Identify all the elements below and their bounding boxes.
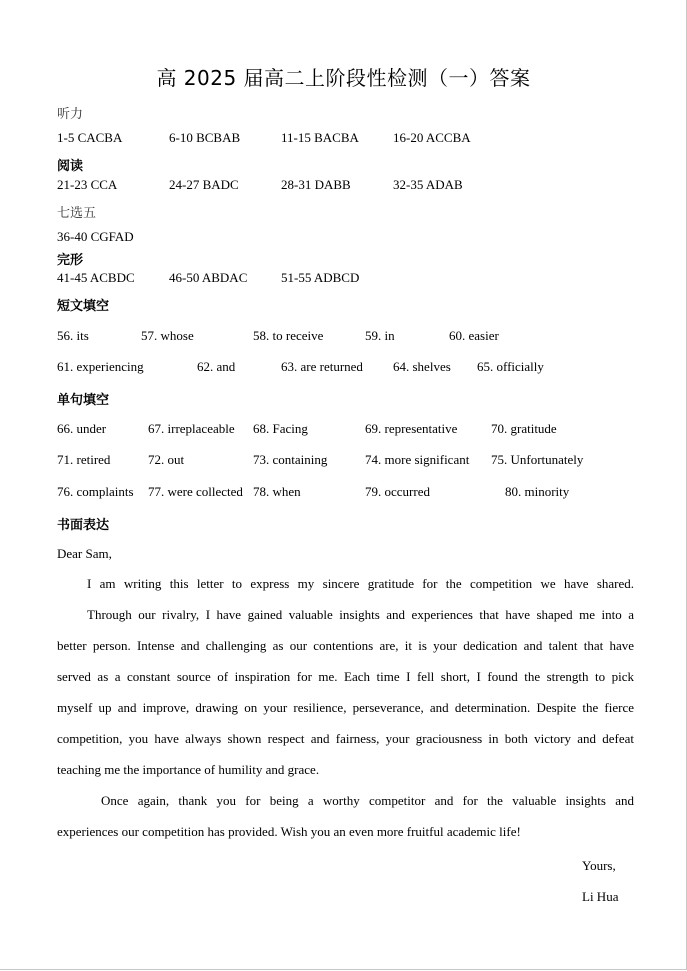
letter-line: competition, you have always shown respect and fairness, your graciousness in both victory and defeat bbox=[57, 731, 634, 746]
answer-75: 75. Unfortunately bbox=[491, 452, 584, 467]
answer-60: 60. easier bbox=[449, 328, 499, 343]
answer-65: 65. officially bbox=[477, 359, 544, 374]
answer-79: 79. occurred bbox=[365, 484, 430, 499]
answer-reading-2: 24-27 BADC bbox=[169, 177, 239, 192]
answer-cloze-3: 51-55 ADBCD bbox=[281, 270, 360, 285]
answer-77: 77. were collected bbox=[148, 484, 243, 499]
answer-63: 63. are returned bbox=[281, 359, 363, 374]
section-label-reading: 阅读 bbox=[57, 159, 84, 174]
answer-62: 62. and bbox=[197, 359, 236, 374]
answer-67: 67. irreplaceable bbox=[148, 421, 235, 436]
answer-61: 61. experiencing bbox=[57, 359, 144, 374]
answer-56: 56. its bbox=[57, 328, 89, 343]
answer-reading-3: 28-31 DABB bbox=[281, 177, 351, 192]
answer-73: 73. containing bbox=[253, 452, 328, 467]
answer-reading-4: 32-35 ADAB bbox=[393, 177, 463, 192]
answer-58: 58. to receive bbox=[253, 328, 324, 343]
answer-70: 70. gratitude bbox=[491, 421, 557, 436]
answer-cloze-2: 46-50 ABDAC bbox=[169, 270, 248, 285]
answer-listening-2: 6-10 BCBAB bbox=[169, 130, 241, 145]
answer-listening-4: 16-20 ACCBA bbox=[393, 130, 471, 145]
answer-59: 59. in bbox=[365, 328, 395, 343]
letter-paragraph-2 bbox=[57, 791, 634, 853]
section-label-sentence-fill: 单句填空 bbox=[57, 393, 110, 408]
answer-64: 64. shelves bbox=[393, 359, 451, 374]
answer-68: 68. Facing bbox=[253, 421, 308, 436]
answer-listening-3: 11-15 BACBA bbox=[281, 130, 359, 145]
answer-listening-1: 1-5 CACBA bbox=[57, 130, 123, 145]
letter-line: teaching me the importance of humility and grace. bbox=[57, 762, 320, 777]
letter-line: experiences our competition has provided. Wish you an even more fruitful academic life! bbox=[57, 824, 521, 839]
answer-80: 80. minority bbox=[505, 484, 570, 499]
section-label-seven-choose-five: 七选五 bbox=[57, 206, 97, 221]
letter-signature: Li Hua bbox=[582, 889, 619, 904]
letter-salutation: Dear Sam, bbox=[57, 546, 112, 561]
answer-66: 66. under bbox=[57, 421, 107, 436]
section-label-grammar-fill: 短文填空 bbox=[57, 299, 110, 314]
page-title: 高 2025 届高二上阶段性检测（一）答案 bbox=[156, 66, 531, 90]
answer-74: 74. more significant bbox=[365, 452, 470, 467]
letter-line: served as a constant source of inspiration for me. Each time I fell short, I found the strength to pick bbox=[57, 669, 634, 684]
answer-76: 76. complaints bbox=[57, 484, 134, 499]
letter-closing: Yours, bbox=[582, 858, 616, 873]
letter-line: Through our rivalry, I have gained valuable insights and experiences that have shaped me into a bbox=[87, 607, 634, 622]
answer-seven-choose-five: 36-40 CGFAD bbox=[57, 229, 134, 244]
section-label-listening: 听力 bbox=[57, 107, 84, 122]
section-label-writing: 书面表达 bbox=[57, 518, 110, 533]
letter-line: better person. Intense and challenging as our contentions are, it is your dedication and talent that have bbox=[57, 638, 634, 653]
answer-72: 72. out bbox=[148, 452, 185, 467]
answer-cloze-1: 41-45 ACBDC bbox=[57, 270, 135, 285]
letter-line: Once again, thank you for being a worthy competitor and for the valuable insights and bbox=[101, 793, 634, 808]
letter-line: myself up and improve, drawing on your resilience, perseverance, and determination. Despite the fierce bbox=[57, 700, 634, 715]
letter-paragraph-1 bbox=[57, 574, 634, 791]
answer-71: 71. retired bbox=[57, 452, 111, 467]
answer-78: 78. when bbox=[253, 484, 301, 499]
answer-reading-1: 21-23 CCA bbox=[57, 177, 118, 192]
section-label-cloze: 完形 bbox=[57, 253, 84, 268]
letter-line: I am writing this letter to express my sincere gratitude for the competition we have shared. bbox=[87, 576, 634, 591]
answer-57: 57. whose bbox=[141, 328, 194, 343]
answer-69: 69. representative bbox=[365, 421, 458, 436]
